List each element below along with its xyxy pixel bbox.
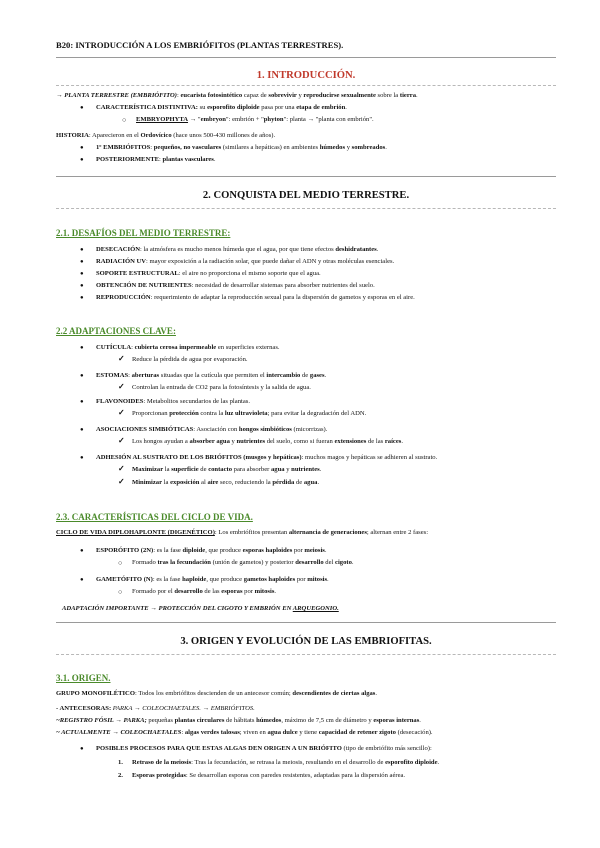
numbered-item: 1. Retraso de la meiosis: Tras la fecundación, se retrasa la meiosis, resultando en el desarrollo de esporofito diploide. bbox=[118, 759, 440, 766]
list-item: ○ Formado por el desarrollo de las esporas por mitosis. bbox=[132, 588, 276, 596]
list-item: ● RADIACIÓN UV: mayor exposición a la radiación solar, que puede dañar el ADN y otras moléculas esenciales. bbox=[96, 258, 394, 266]
important-adaptation: ADAPTACIÓN IMPORTANTE → PROTECCIÓN DEL CIGOTO Y EMBRIÓN EN ARQUEGONIO. bbox=[62, 605, 339, 612]
ancestors-line: - ANTECESORAS: PARKA → COLEOCHAETALES. → EMBRIÓFITOS. bbox=[56, 705, 255, 712]
document-title: B20: INTRODUCCIÓN A LOS EMBRIÓFITOS (PLANTAS TERRESTRES). bbox=[56, 40, 344, 50]
list-item: ● ESTOMAS: aberturas situadas que la cutícula que permiten el intercambio de gases. bbox=[96, 372, 326, 380]
list-item: ● CARACTERÍSTICA DISTINTIVA: su esporofito diploide pasa por una etapa de embrión. bbox=[96, 104, 347, 112]
subsection-heading-ciclo: 2.3. CARACTERÍSTICAS DEL CICLO DE VIDA. bbox=[56, 512, 253, 522]
list-item: ✓ Reduce la pérdida de agua por evaporación. bbox=[132, 356, 248, 364]
section-heading-introduccion: 1. INTRODUCCIÓN. bbox=[256, 70, 356, 81]
list-item: ● 1º EMBRIÓFITOS: pequeños, no vasculares (similares a hepáticas) en ambientes húmedos y sombreados. bbox=[96, 144, 387, 152]
divider bbox=[56, 622, 556, 623]
list-item: ● ASOCIACIONES SIMBIÓTICAS: Asociación con hongos simbióticos (micorrizas). bbox=[96, 426, 327, 434]
list-item: ● ESPORÓFITO (2N): es la fase diploide, que produce esporas haploides por meiosis. bbox=[96, 547, 327, 555]
list-item: ✓ Controlan la entrada de CO2 para la fotosíntesis y la salida de agua. bbox=[132, 384, 311, 392]
history-line: HISTORIA: Aparecieron en el Ordovícico (hace unos 500-430 millones de años). bbox=[56, 132, 276, 139]
list-item: ○ EMBRYOPHYTA → "embryon": embrión + "phyton": planta → "planta con embrión". bbox=[136, 116, 374, 124]
divider bbox=[56, 654, 556, 655]
list-item: ✓ Minimizar la exposición al aire seco, reduciendo la pérdida de agua. bbox=[132, 479, 319, 487]
list-item: ● GAMETÓFITO (N): es la fase haploide, que produce gametos haploides por mitosis. bbox=[96, 576, 329, 584]
current-line: ~ ACTUALMENTE → COLEOCHAETALES: algas verdes talosas; viven en agua dulce y tiene capacidad de retener zigoto (desecación). bbox=[56, 729, 433, 736]
subsection-heading-desafios: 2.1. DESAFÍOS DEL MEDIO TERRESTRE: bbox=[56, 228, 231, 238]
subsection-heading-adaptaciones: 2.2 ADAPTACIONES CLAVE: bbox=[56, 326, 176, 336]
list-item: ● SOPORTE ESTRUCTURAL: el aire no proporciona el mismo soporte que el agua. bbox=[96, 270, 321, 278]
list-item: ● ADHESIÓN AL SUSTRATO DE LOS BRIÓFITOS (musgos y hepáticas): muchos magos y hepáticas se adhieren al sustrato. bbox=[96, 454, 437, 462]
list-item: ● POSIBLES PROCESOS PARA QUE ESTAS ALGAS DEN ORIGEN A UN BRIÓFITO (tipo de embriófito más sencillo): bbox=[96, 745, 432, 753]
monophyletic-line: GRUPO MONOFILÉTICO: Todos los embriófitos descienden de un antecesor común; descendientes de ciertas algas. bbox=[56, 690, 378, 697]
divider bbox=[56, 176, 556, 177]
list-item: ● POSTERIORMENTE: plantas vasculares. bbox=[96, 156, 216, 164]
list-item: ✓ Proporcionan protección contra la luz ultravioleta; para evitar la degradación del ADN. bbox=[132, 410, 366, 418]
numbered-item: 2. Esporas protegidas: Se desarrollan esporas con paredes resistentes, adaptadas para la dispersión aérea. bbox=[118, 772, 406, 779]
list-item: ● OBTENCIÓN DE NUTRIENTES: necesidad de desarrollar sistemas para absorber nutrientes del suelo. bbox=[96, 282, 375, 290]
divider bbox=[56, 85, 556, 86]
list-item: ✓ Maximizar la superficie de contacto para absorber agua y nutrientes. bbox=[132, 466, 321, 474]
subsection-heading-origen: 3.1. ORIGEN. bbox=[56, 673, 111, 683]
list-item: ○ Formado tras la fecundación (unión de gametos) y posterior desarrollo del cigoto. bbox=[132, 559, 354, 567]
list-item: ● CUTÍCULA: cubierta cerosa impermeable en superficies externas. bbox=[96, 344, 280, 352]
list-item: ● DESECACIÓN: la atmósfera es mucho menos húmeda que el agua, por que tiene efectos deshidratantes. bbox=[96, 246, 378, 254]
list-item: ● REPRODUCCIÓN: requerimiento de adaptar la reproducción sexual para la dispersión de gametos y esporas en el aire. bbox=[96, 294, 415, 302]
divider bbox=[56, 208, 556, 209]
section-heading-conquista: 2. CONQUISTA DEL MEDIO TERRESTRE. bbox=[202, 190, 410, 201]
cycle-intro: CICLO DE VIDA DIPLOHAPLONTE (DIGENÉTICO): Los embriófitos presentan alternancia de generaciones; alternan entre 2 fases: bbox=[56, 529, 429, 536]
list-item: ● FLAVONOIDES: Metabolitos secundarios de las plantas. bbox=[96, 398, 250, 406]
section-heading-origen-evolucion: 3. ORIGEN Y EVOLUCIÓN DE LAS EMBRIOFITAS. bbox=[180, 636, 432, 647]
intro-definition: → PLANTA TERRESTRE (EMBRIÓFITO): eucarista fotosintético capaz de sobrevivir y reproducirse sexualmente sobre la tierra. bbox=[56, 92, 418, 99]
list-item: ✓ Los hongos ayudan a absorber agua y nutrientes del suelo, como si fueran extensiones de las raíces. bbox=[132, 438, 403, 446]
fossil-record-line: ~REGISTRO FÓSIL → PARKA; pequeñas plantas circulares de hábitats húmedos, máximo de 7,5 cm de diámetro y esporas internas. bbox=[56, 717, 421, 724]
divider bbox=[56, 57, 556, 58]
